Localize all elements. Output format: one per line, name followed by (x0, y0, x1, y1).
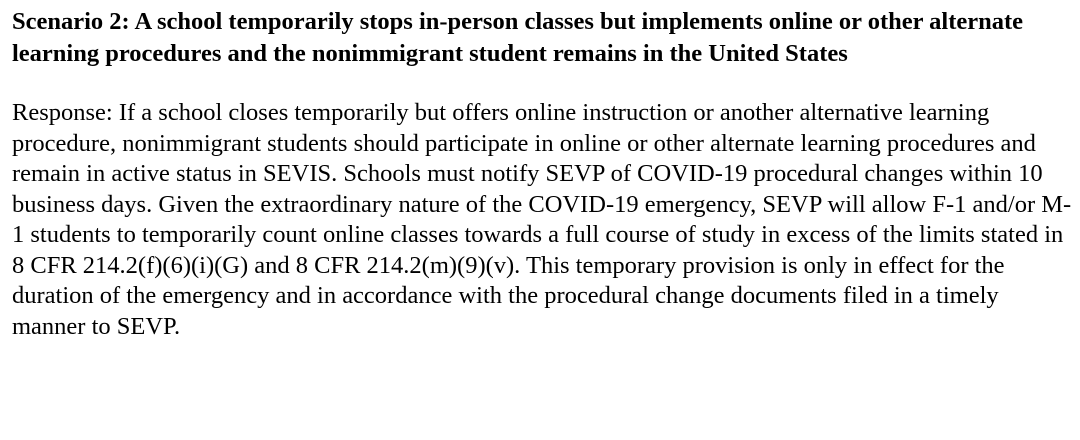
scenario-heading: Scenario 2: A school temporarily stops in-person classes but implements online or other alternate learning procedures and the nonimmigrant student remains in the United States (12, 8, 1024, 67)
response-paragraph: Response: If a school closes temporarily but offers online instruction or another alternative learning procedure, nonimmigrant students should participate in online or other alternate learning procedures and remain in active status in SEVIS. Schools must notify SEVP of COVID-19 procedural changes within 10 business days. Given the extraordinary nature of the COVID-19 emergency, SEVP will allow F-1 and/or M-1 students to temporarily count online classes towards a full course of study in excess of the limits stated in 8 CFR 214.2(f)(6)(i)(G) and 8 CFR 214.2(m)(9)(v). This temporary provision is only in effect for the duration of the emergency and in accordance with the procedural change documents filed in a timely manner to SEVP. (12, 99, 1072, 340)
document-page (12, 6, 1072, 342)
